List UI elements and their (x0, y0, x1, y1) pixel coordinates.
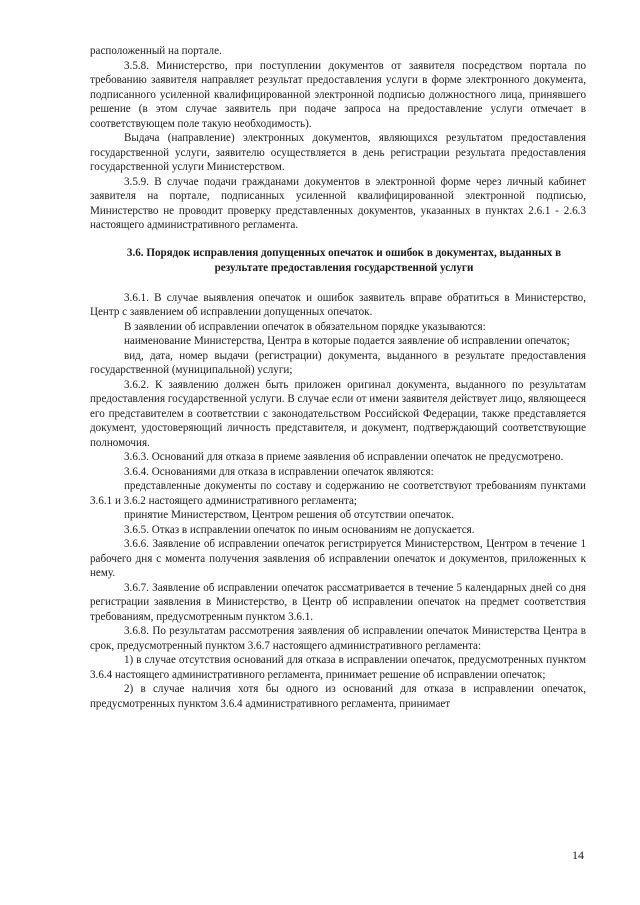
paragraph: 3.5.8. Министерство, при поступлении документов от заявителя посредством портала по требованию заявителя направляет результат предоставления услуги в форме электронного документа, подписанного усиленной квалифицированной электронной подписью должностного лица, принявшего решение (в этом случае заявитель при подаче запроса на предоставление услуги отмечает в соответствующем поле такую необходимость). (90, 59, 586, 130)
paragraph: 3.6.8. По результатам рассмотрения заявления об исправлении опечаток Министерства Центра в срок, предусмотренный пунктом 3.6.7 настоящего административного регламента: (90, 625, 586, 652)
paragraph: 3.6.2. К заявлению должен быть приложен оригинал документа, выданного по результатам предоставления государственной услуги. В случае если от имени заявителя действует лицо, являющееся его представителем в соответствии с законодательством Российской Федерации, также представляется документ, удостоверяющий личность представителя, и документ, подтверждающий соответствующие полномочия. (90, 378, 586, 449)
paragraph: принятие Министерством, Центром решения об отсутствии опечаток. (124, 509, 454, 521)
paragraph: расположенный на портале. (90, 45, 222, 57)
paragraph: В заявлении об исправлении опечаток в обязательном порядке указываются: (124, 320, 486, 333)
paragraph: 2) в случае наличия хотя бы одного из оснований для отказа в исправлении опечаток, предусмотренных пунктом 3.6.4 административного регламента, принимает (90, 683, 586, 710)
paragraph: вид, дата, номер выдачи (регистрации) документа, выданного в результате предоставления государственной (муниципальной) услуги; (90, 349, 586, 376)
paragraph: 3.5.9. В случае подачи гражданами документов в электронной форме через личный кабинет заявителя на портале, подписанных усиленной квалифицированной электронной подписью, Министерство не проводит проверку представленных документов, указанных в пунктах 2.6.1 - 2.6.3 настоящего административного регламента. (90, 175, 586, 231)
paragraph: 3.6.3. Оснований для отказа в приеме заявления об исправлении опечаток не предусмотрено. (124, 451, 564, 463)
paragraph: 3.6.5. Отказ в исправлении опечаток по иным основаниям не допускается. (124, 523, 475, 536)
paragraph: Выдача (направление) электронных документов, являющихся результатом предоставления государственной услуги, заявителю осуществляется в день регистрации результата предоставления государственной услуги Министерством. (90, 132, 586, 173)
section-heading: 3.6. Порядок исправления допущенных опечаток и ошибок в документах, выданных в результате предоставления государственной услуги (126, 246, 562, 274)
paragraph: наименование Министерства, Центра в которые подается заявление об исправлении опечаток; (124, 335, 570, 347)
paragraph: 3.6.4. Основаниями для отказа в исправлении опечаток являются: (124, 465, 434, 478)
paragraph: 3.6.6. Заявление об исправлении опечаток регистрируется Министерством, Центром в течение 1 рабочего дня с момента получения заявления об исправлении опечаток и документов, приложенных к нему. (90, 538, 586, 579)
paragraph: представленные документы по составу и содержанию не соответствуют требованиям пунктами 3.6.1 и 3.6.2 настоящего административного регламента; (90, 480, 586, 507)
paragraph: 3.6.7. Заявление об исправлении опечаток рассматривается в течение 5 календарных дней со дня регистрации заявления в Министерство, в Центр об исправлении опечаток на предмет соответствия требованиям, предусмотренным пунктом 3.6.1. (90, 581, 586, 623)
page-number: 14 (572, 848, 584, 862)
paragraph: 3.6.1. В случае выявления опечаток и ошибок заявитель вправе обратиться в Министерство, Центр с заявлением об исправлении допущенных опечаток. (90, 291, 586, 318)
paragraph: 1) в случае отсутствия оснований для отказа в исправлении опечаток, предусмотренных пунктом 3.6.4 настоящего административного регламента, принимает решение об исправлении опечаток; (90, 654, 586, 681)
page-body (90, 44, 586, 711)
